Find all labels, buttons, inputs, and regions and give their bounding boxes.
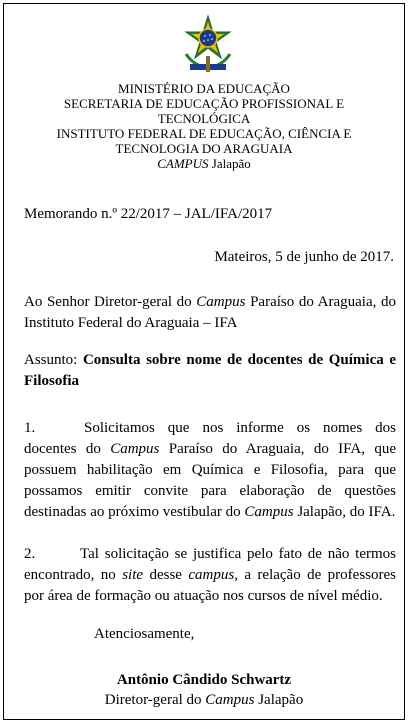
closing: Atenciosamente, <box>94 626 195 642</box>
secretariat-line: SECRETARIA DE EDUCAÇÃO PROFISSIONAL E TECNOLÓGICA <box>63 96 345 126</box>
signatory-title: Diretor-geral do Campus Jalapão <box>104 692 304 708</box>
memo-date: Mateiros, 5 de junho de 2017. <box>214 249 394 265</box>
paragraph-1: 1. Solicitamos que nos informe os nomes dos docentes do Campus Paraíso do Araguaia, do IFA, que possuem habilitação em Química e Filosofia, para que possamos emitir convite para elaboração de questões destinadas ao próximo vestibular do Campus Jalapão, do IFA. <box>24 420 396 520</box>
paragraph-2: 2. Tal solicitação se justifica pelo fato de não termos encontrado, no site desse campus, a relação de professores por área de formação ou atuação nos cursos de nível médio. <box>24 546 396 604</box>
institute-line: INSTITUTO FEDERAL DE EDUCAÇÃO, CIÊNCIA E TECNOLOGIA DO ARAGUAIA <box>56 126 352 156</box>
coat-of-arms-icon <box>180 14 236 76</box>
memo-number: Memorando n.º 22/2017 – JAL/IFA/2017 <box>24 206 273 222</box>
ministry-line: MINISTÉRIO DA EDUCAÇÃO <box>118 81 290 96</box>
campus-line: CAMPUS Jalapão <box>157 156 251 171</box>
subject: Assunto: Consulta sobre nome de docentes de Química e Filosofia <box>24 352 397 389</box>
signatory-name: Antônio Cândido Schwartz <box>116 672 292 688</box>
addressee: Ao Senhor Diretor-geral do Campus Paraíso do Araguaia, do Instituto Federal do Araguaia – IFA <box>24 294 396 331</box>
memo-page <box>3 3 405 720</box>
letterhead <box>20 81 388 171</box>
